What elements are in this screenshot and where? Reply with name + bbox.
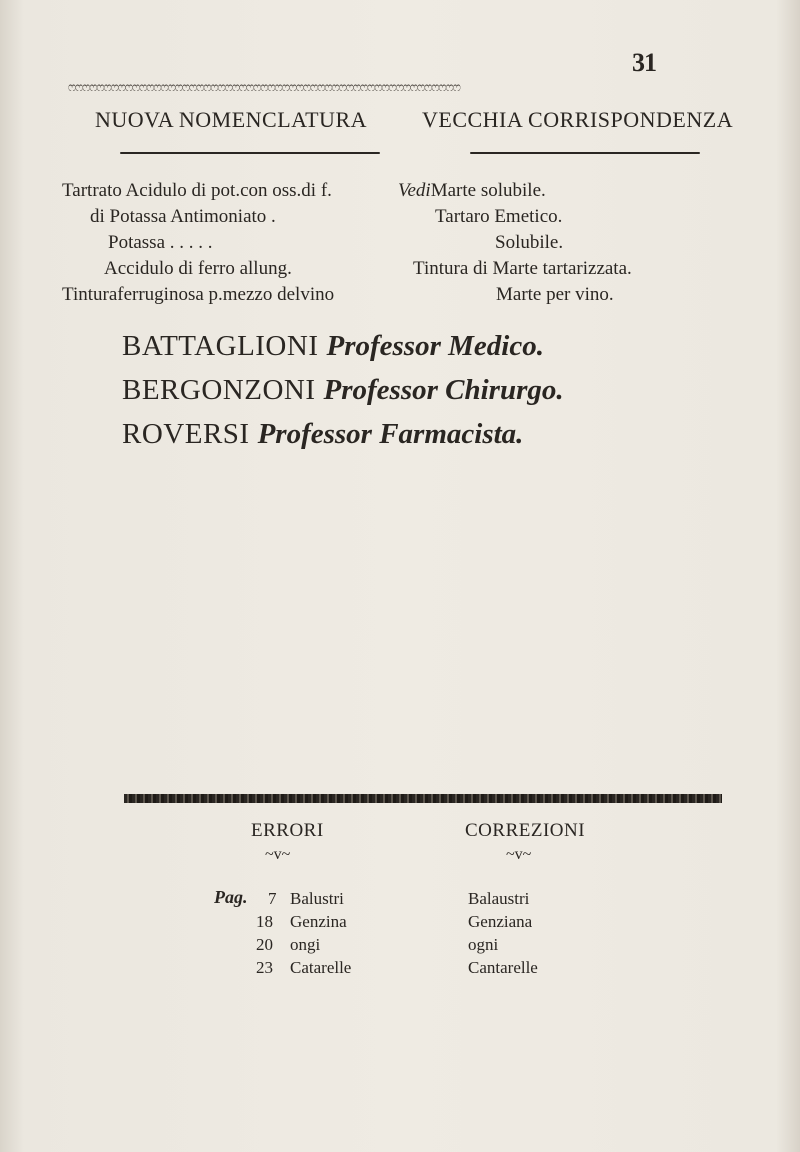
entry-old-1: Tartaro Emetico. [435,206,563,227]
entry-new-4: Tinturaferruginosa p.mezzo delvino [62,284,335,305]
entry-old-0: VediMarte solubile. [398,180,546,201]
errata-error: Balustri [290,889,344,908]
errata-error: ongi [290,935,321,954]
entry-new-2: Potassa . . . . . [108,232,213,253]
errors-flourish: ~v~ [265,846,291,863]
entry-old-2: Solubile. [495,232,564,253]
errata-page: 20 [256,935,273,954]
signature-battaglioni: BATTAGLIONI Professor Medico. [122,330,544,362]
errata-errors-header: ERRORI [251,820,324,841]
errata-page: 23 [256,958,273,977]
errata-corrections-header: CORREZIONI [465,820,586,841]
signature-roversi: ROVERSI Professor Farmacista. [122,418,524,450]
errata-page: 18 [256,912,273,931]
entry-new-0: Tartrato Acidulo di pot.con oss.di f. [62,180,332,201]
errata-correction: Genziana [468,912,533,931]
errata-error: Catarelle [290,958,352,977]
vedi-label: Vedi [398,180,431,201]
pag-label: Pag. [214,887,248,907]
entry-new-3: Accidulo di ferro allung. [104,258,292,279]
errata-correction: Cantarelle [468,958,538,977]
entry-new-1: di Potassa Antimoniato . [90,206,276,227]
errata-correction: Balaustri [468,889,530,908]
entry-old-4: Marte per vino. [496,284,614,305]
errata-correction: ogni [468,935,499,954]
signature-bergonzoni: BERGONZONI Professor Chirurgo. [122,374,564,406]
corrections-flourish: ~v~ [506,846,532,863]
entry-old-3: Tintura di Marte tartarizzata. [413,258,632,279]
header-swash-left [120,152,380,154]
section-divider [124,794,722,803]
header-new-nomenclature: NUOVA NOMENCLATURA [95,107,368,132]
header-swash-right [470,152,700,154]
errata-error: Genzina [290,912,347,931]
ornamental-border: ෆෆෆෆෆෆෆෆෆෆෆෆෆෆෆෆෆෆෆෆෆෆෆෆෆෆෆෆෆෆෆෆෆෆෆෆෆෆෆෆෆෆෆෆෆෆෆෆෆෆෆෆෆෆෆ [68,80,460,94]
header-old-correspondence: VECCHIA CORRISPONDENZA [422,107,734,132]
page-number: 31 [632,48,656,77]
errata-page: 7 [268,889,277,908]
